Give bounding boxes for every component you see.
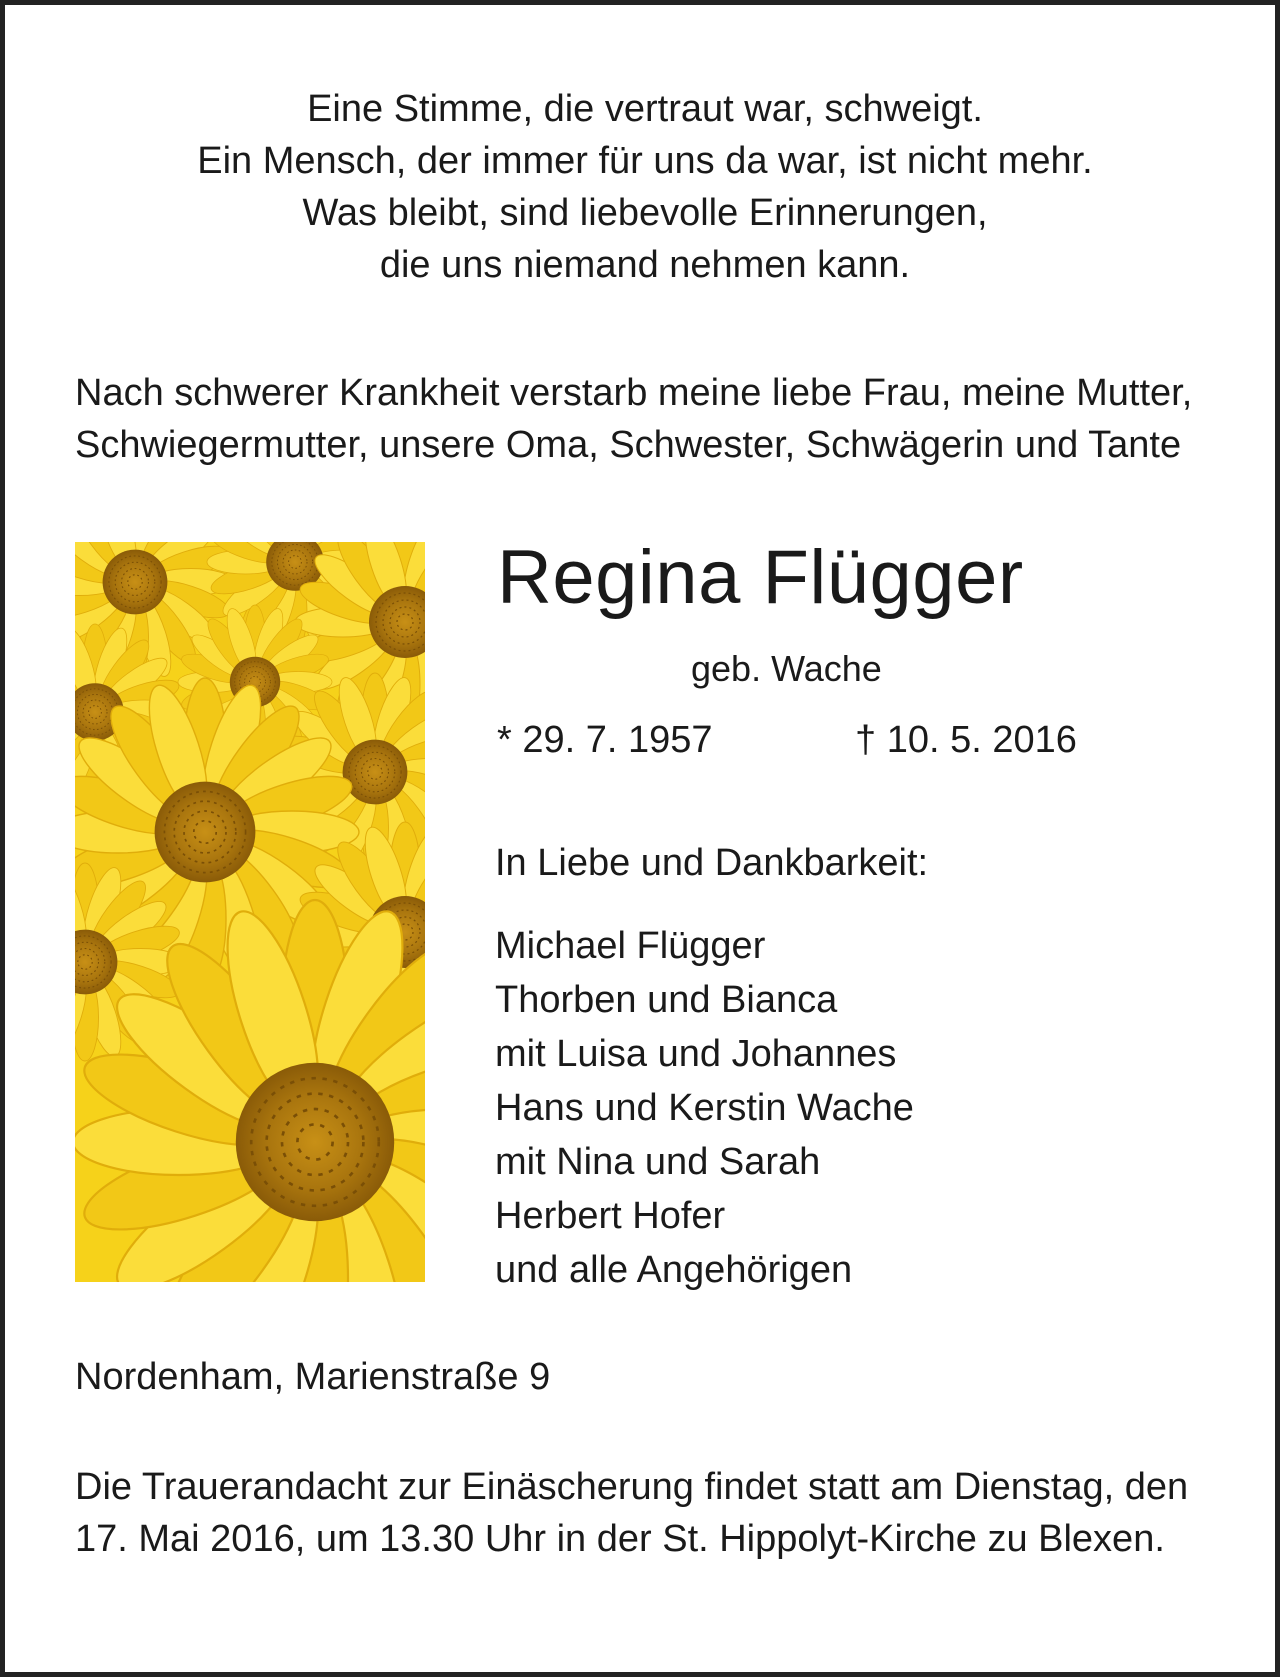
intro-text [75,367,1225,471]
mourner-line: Hans und Kerstin Wache [495,1087,914,1129]
address: Nordenham, Marienstraße 9 [75,1356,551,1398]
poem-line: die uns niemand nehmen kann. [379,244,911,286]
poem-line: Eine Stimme, die vertraut war, schweigt. [307,88,983,130]
thanks-heading: In Liebe und Dankbarkeit: [495,842,929,884]
poem-line: Ein Mensch, der immer für uns da war, ist nicht mehr. [197,140,1093,182]
mourners-list [495,919,914,1297]
maiden-name: geb. Wache [691,648,882,689]
mourner-line: und alle Angehörigen [495,1249,853,1291]
mourner-line: mit Luisa und Johannes [495,1033,897,1075]
service-line: Die Trauerandacht zur Einäscherung findet statt am Dienstag, den [75,1466,1189,1508]
birth-date: * 29. 7. 1957 [497,719,713,761]
poem-line: Was bleibt, sind liebevolle Erinnerungen, [302,192,988,234]
service-line: 17. Mai 2016, um 13.30 Uhr in der St. Hippolyt-Kirche zu Blexen. [75,1518,1165,1560]
sunflower-illustration [75,542,425,1282]
mourner-line: Thorben und Bianca [495,979,838,1021]
deceased-name: Regina Flügger [497,535,1024,620]
sunflower-image [75,542,425,1282]
poem [5,83,1280,291]
mourner-line: Michael Flügger [495,925,766,967]
death-date: † 10. 5. 2016 [855,719,1077,761]
service-notice [75,1461,1225,1565]
intro-line: Schwiegermutter, unsere Oma, Schwester, Schwägerin und Tante [75,424,1182,466]
mourner-line: mit Nina und Sarah [495,1141,821,1183]
mourner-line: Herbert Hofer [495,1195,726,1237]
intro-line: Nach schwerer Krankheit verstarb meine liebe Frau, meine Mutter, [75,372,1193,414]
